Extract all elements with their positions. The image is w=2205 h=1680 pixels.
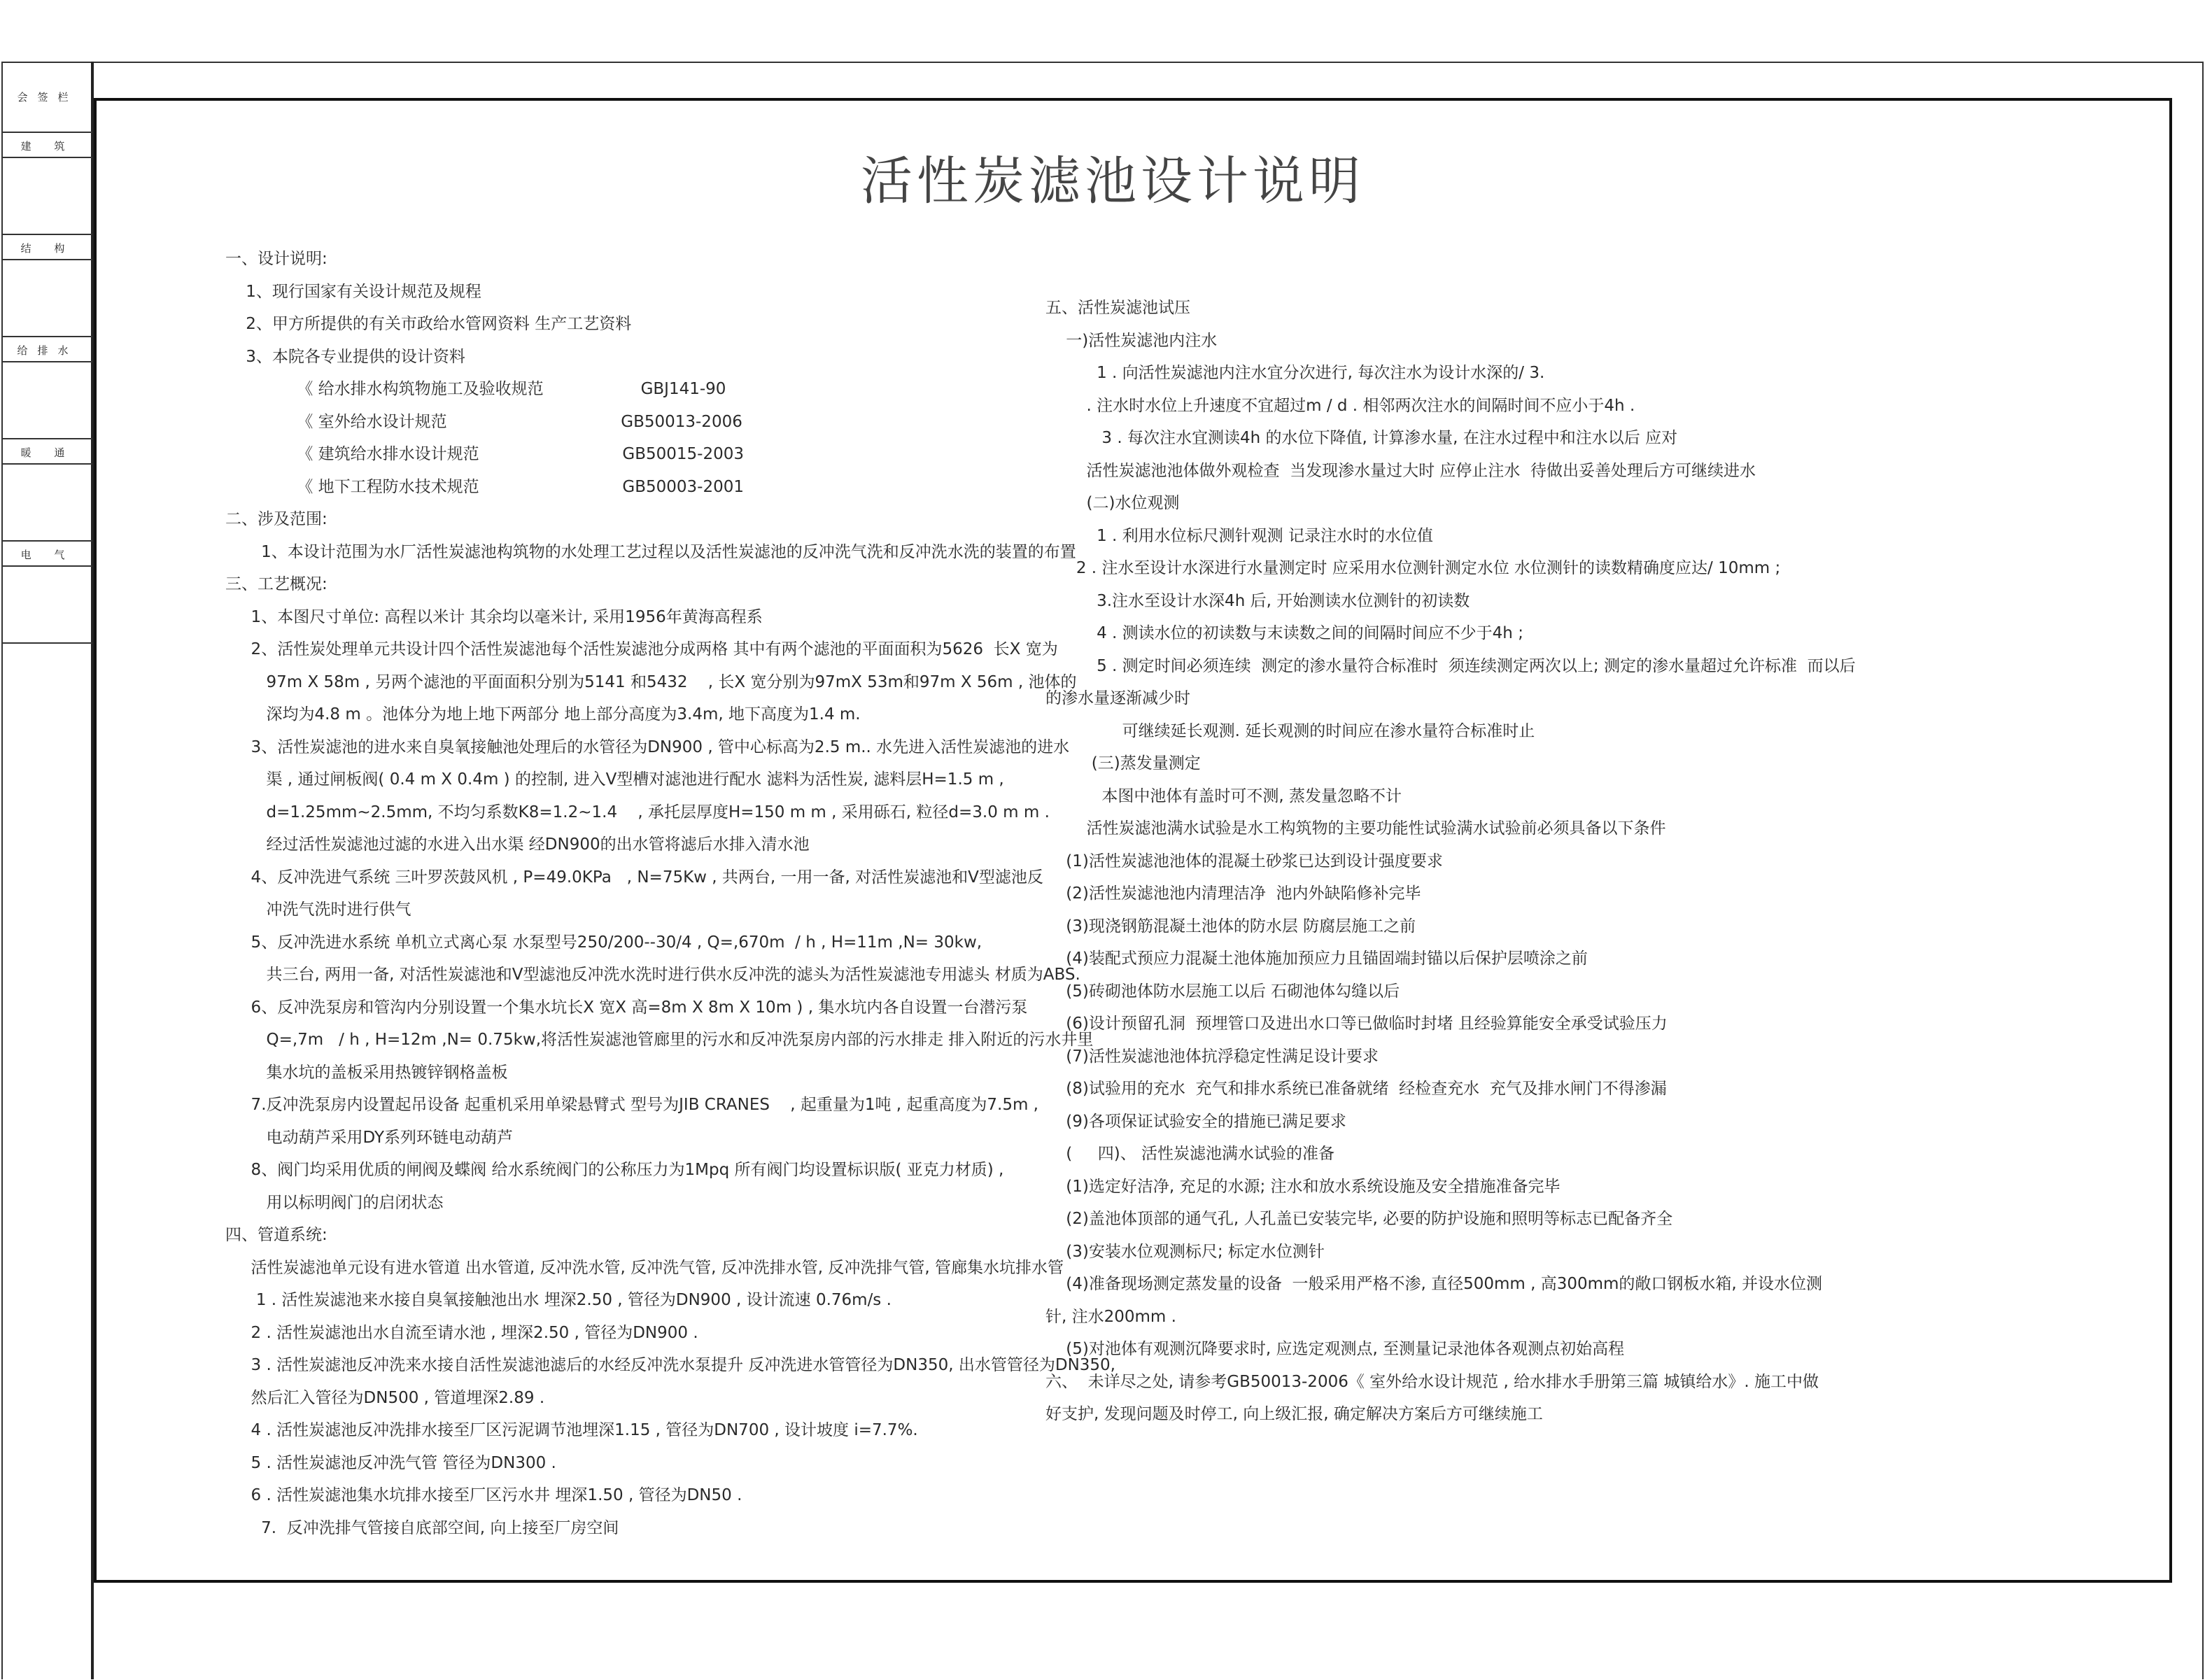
strip-plumbing-cell	[3, 361, 92, 439]
text-line: 4、反冲洗进气系统 三叶罗茨鼓风机 , P=49.0KPa , N=75Kw , 共两台, 一用一备, 对活性炭滤池和V型滤池反	[225, 868, 1043, 887]
text-line: 8、阀门均采用优质的闸阀及蝶阀 给水系统阀门的公称压力为1Mpq 所有阀门均设置标识版( 亚克力材质) ,	[225, 1161, 1004, 1179]
text-line: 冲洗气洗时进行供气	[225, 901, 411, 919]
text-line: 渠 , 通过闸板阀( 0.4 m X 0.4m ) 的控制, 进入V型槽对滤池进行配水 滤料为活性炭, 滤料层H=1.5 m ,	[225, 770, 1004, 789]
text-line: 2、甲方所提供的有关市政给水管网资料 生产工艺资料	[225, 315, 632, 333]
strip-end-line	[3, 642, 92, 644]
text-line: 三、工艺概况:	[225, 575, 327, 593]
text-line: 1、现行国家有关设计规范及规程	[225, 282, 481, 301]
text-line: (1)活性炭滤池池体的混凝土砂浆已达到设计强度要求	[1045, 852, 1443, 870]
text-line: 7.反冲洗泵房内设置起吊设备 起重机采用单梁悬臂式 型号为JIB CRANES , 起重量为1吨 , 起重高度为7.5m ,	[225, 1096, 1038, 1114]
text-line: 《 给水排水构筑物施工及验收规范 GBJ141-90	[225, 380, 726, 398]
strip-electrical: 电 气	[3, 540, 92, 567]
strip-hvac-cell	[3, 463, 92, 542]
text-line: d=1.25mm~2.5mm, 不均匀系数K8=1.2~1.4 , 承托层厚度H=150 m m , 采用砾石, 粒径d=3.0 m m .	[225, 803, 1050, 821]
text-line: ( 四)、 活性炭滤池满水试验的准备	[1045, 1145, 1335, 1163]
text-line: 可继续延长观测. 延长观测的时间应在渗水量符合标准时止	[1045, 721, 1535, 740]
strip-architecture: 建 筑	[3, 132, 92, 158]
text-line: 深均为4.8 m 。池体分为地上地下两部分 地上部分高度为3.4m, 地下高度为1.4 m.	[225, 705, 861, 723]
text-line: 2、活性炭处理单元共设计四个活性炭滤池每个活性炭滤池分成两格 其中有两个滤池的平面面积为5626 长X 宽为	[225, 640, 1058, 658]
text-line: (5)对池体有观测沉降要求时, 应选定观测点, 至测量记录池体各观测点初始高程	[1045, 1340, 1625, 1358]
text-line: 活性炭滤池单元设有进水管道 出水管道, 反冲洗水管, 反冲洗气管, 反冲洗排水管, 反冲洗排气管, 管廊集水坑排水管	[225, 1258, 1064, 1277]
text-line: (2)活性炭滤池池内清理洁净 池内外缺陷修补完毕	[1045, 884, 1421, 903]
text-line: 《 地下工程防水技术规范 GB50003-2001	[225, 477, 744, 496]
text-line: 活性炭滤池池体做外观检查 当发现渗水量过大时 应停止注水 待做出妥善处理后方可继续进水	[1045, 461, 1756, 480]
text-line: 活性炭滤池满水试验是水工构筑物的主要功能性试验满水试验前必须具备以下条件	[1045, 819, 1666, 838]
text-line: (2)盖池体顶部的通气孔, 人孔盖已安装完毕, 必要的防护设施和照明等标志已配备齐全	[1045, 1210, 1673, 1228]
text-line: 2 . 活性炭滤池出水自流至请水池 , 埋深2.50 , 管径为DN900 .	[225, 1323, 698, 1342]
text-line: 用以标明阀门的启闭状态	[225, 1193, 444, 1212]
text-line: 一、设计说明:	[225, 250, 327, 268]
text-line: . 注水时水位上升速度不宜超过m / d . 相邻两次注水的间隔时间不应小于4h .	[1045, 396, 1635, 415]
text-line: 集水坑的盖板采用热镀锌钢格盖板	[225, 1063, 508, 1082]
text-line: 1 . 向活性炭滤池内注水宜分次进行, 每次注水为设计水深的/ 3.	[1045, 364, 1545, 382]
page-title: 活性炭滤池设计说明	[861, 151, 1365, 211]
strip-structure-cell	[3, 259, 92, 337]
text-line: 3 . 活性炭滤池反冲洗来水接自活性炭滤池滤后的水经反冲洗水泵提升 反冲洗进水管管径为DN350, 出水管管径为DN350,	[225, 1356, 1115, 1374]
text-line: (8)试验用的充水 充气和排水系统已准备就绪 经检查充水 充气及排水闸门不得渗漏	[1045, 1080, 1667, 1098]
text-line: 电动葫芦采用DY系列环链电动葫芦	[225, 1128, 513, 1147]
text-line: 3 . 每次注水宜测读4h 的水位下降值, 计算渗水量, 在注水过程中和注水以后 应对	[1045, 429, 1678, 447]
text-line: 1、本设计范围为水厂活性炭滤池构筑物的水处理工艺过程以及活性炭滤池的反冲洗气洗和反冲洗水洗的装置的布置	[225, 542, 1076, 561]
text-line: 1 . 利用水位标尺测针观测 记录注水时的水位值	[1045, 526, 1433, 545]
text-line: 5 . 测定时间必须连续 测定的渗水量符合标准时 须连续测定两次以上; 测定的渗水量超过允许标准 而以后	[1045, 656, 1856, 675]
text-line: 1、本图尺寸单位: 高程以米计 其余均以毫米计, 采用1956年黄海高程系	[225, 607, 763, 626]
text-line: 3、本院各专业提供的设计资料	[225, 347, 465, 366]
text-line: 本图中池体有盖时可不测, 蒸发量忽略不计	[1045, 786, 1402, 805]
text-line: 4 . 活性炭滤池反冲洗排水接至厂区污泥调节池埋深1.15 , 管径为DN700 , 设计坡度 i=7.7%.	[225, 1421, 918, 1439]
text-line: (1)选定好洁净, 充足的水源; 注水和放水系统设施及安全措施准备完毕	[1045, 1177, 1561, 1196]
strip-structure: 结 构	[3, 234, 92, 260]
text-line: (3)安装水位观测标尺; 标定水位测针	[1045, 1242, 1325, 1261]
text-line: 3、活性炭滤池的进水来自臭氧接触池处理后的水管径为DN900 , 管中心标高为2.5 m.. 水先进入活性炭滤池的进水	[225, 737, 1070, 756]
strip-countersign: 会签栏	[17, 90, 78, 104]
text-line: 4 . 测读水位的初读数与末读数之间的间隔时间应不少于4h ;	[1045, 624, 1523, 642]
text-line: 的渗水量逐渐减少时	[1045, 689, 1190, 707]
text-line: 97m X 58m , 另两个滤池的平面面积分别为5141 和5432 , 长X 宽分别为97mX 53m和97m X 56m , 池体的	[225, 672, 1077, 691]
text-line: 5 . 活性炭滤池反冲洗气管 管径为DN300 .	[225, 1453, 556, 1472]
text-line: (5)砖砌池体防水层施工以后 石砌池体勾缝以后	[1045, 982, 1400, 1001]
strip-plumbing: 给排水	[3, 336, 92, 362]
text-line: (三)蒸发量测定	[1045, 754, 1201, 772]
text-line: 好支护, 发现问题及时停工, 向上级汇报, 确定解决方案后方可继续施工	[1045, 1405, 1543, 1423]
text-line: 二、涉及范围:	[225, 510, 327, 528]
text-line: 《 建筑给水排水设计规范 GB50015-2003	[225, 445, 744, 463]
text-line: 1 . 活性炭滤池来水接自臭氧接触池出水 埋深2.50 , 管径为DN900 , 设计流速 0.76m/s .	[225, 1291, 892, 1309]
text-line: 共三台, 两用一备, 对活性炭滤池和V型滤池反冲洗水洗时进行供水反冲洗的滤头为活性炭滤池专用滤头 材质为ABS.	[225, 966, 1080, 984]
text-line: 《 室外给水设计规范 GB50013-2006	[225, 412, 742, 431]
strip-electrical-cell	[3, 565, 92, 644]
strip-architecture-cell	[3, 157, 92, 235]
text-line: 5、反冲洗进水系统 单机立式离心泵 水泵型号250/200--30/4 , Q=,670m / h , H=11m ,N= 30kw,	[225, 933, 982, 952]
text-line: (7)活性炭滤池池体抗浮稳定性满足设计要求	[1045, 1047, 1379, 1066]
text-line: (3)现浇钢筋混凝土池体的防水层 防腐层施工之前	[1045, 917, 1416, 936]
strip-hvac: 暖 通	[3, 438, 92, 465]
right-column	[1045, 292, 1856, 1431]
text-line: Q=,7m / h , H=12m ,N= 0.75kw,将活性炭滤池管廊里的污水和反冲洗泵房内部的污水排走 排入附近的污水井里	[225, 1031, 1094, 1049]
text-line: 四、管道系统:	[225, 1226, 327, 1244]
text-line: 一)活性炭滤池内注水	[1045, 331, 1218, 350]
text-line: 2 . 注水至设计水深进行水量测定时 应采用水位测针测定水位 水位测针的读数精确度应达/ 10mm ;	[1045, 559, 1781, 577]
text-line: 六、 未详尽之处, 请参考GB50013-2006《 室外给水设计规范 , 给水排水手册第三篇 城镇给水》. 施工中做	[1045, 1372, 1819, 1391]
left-column	[225, 243, 1115, 1544]
text-line: (6)设计预留孔洞 预埋管口及进出水口等已做临时封堵 且经验算能安全承受试验压力	[1045, 1015, 1668, 1033]
text-line: (二)水位观测	[1045, 494, 1180, 512]
text-line: 然后汇入管径为DN500 , 管道埋深2.89 .	[225, 1388, 545, 1407]
text-line: (4)装配式预应力混凝土池体施加预应力且锚固端封锚以后保护层喷涂之前	[1045, 950, 1588, 968]
text-line: (9)各项保证试验安全的措施已满足要求	[1045, 1112, 1346, 1131]
text-line: 7. 反冲洗排气管接自底部空间, 向上接至厂房空间	[225, 1518, 619, 1537]
text-line: 6、反冲洗泵房和管沟内分别设置一个集水坑长X 宽X 高=8m X 8m X 10m ) , 集水坑内各自设置一台潜污泵	[225, 998, 1028, 1017]
text-line: 6 . 活性炭滤池集水坑排水接至厂区污水井 埋深1.50 , 管径为DN50 .	[225, 1486, 742, 1504]
text-line: 经过活性炭滤池过滤的水进入出水渠 经DN900的出水管将滤后水排入清水池	[225, 835, 810, 854]
text-line: 针, 注水200mm .	[1045, 1307, 1176, 1326]
text-line: 五、活性炭滤池试压	[1045, 299, 1190, 317]
text-line: 3.注水至设计水深4h 后, 开始测读水位测针的初读数	[1045, 591, 1470, 610]
text-line: (4)准备现场测定蒸发量的设备 一般采用严格不渗, 直径500mm , 高300mm的敞口钢板水箱, 并设水位测	[1045, 1275, 1823, 1293]
signature-strip	[1, 62, 94, 1679]
